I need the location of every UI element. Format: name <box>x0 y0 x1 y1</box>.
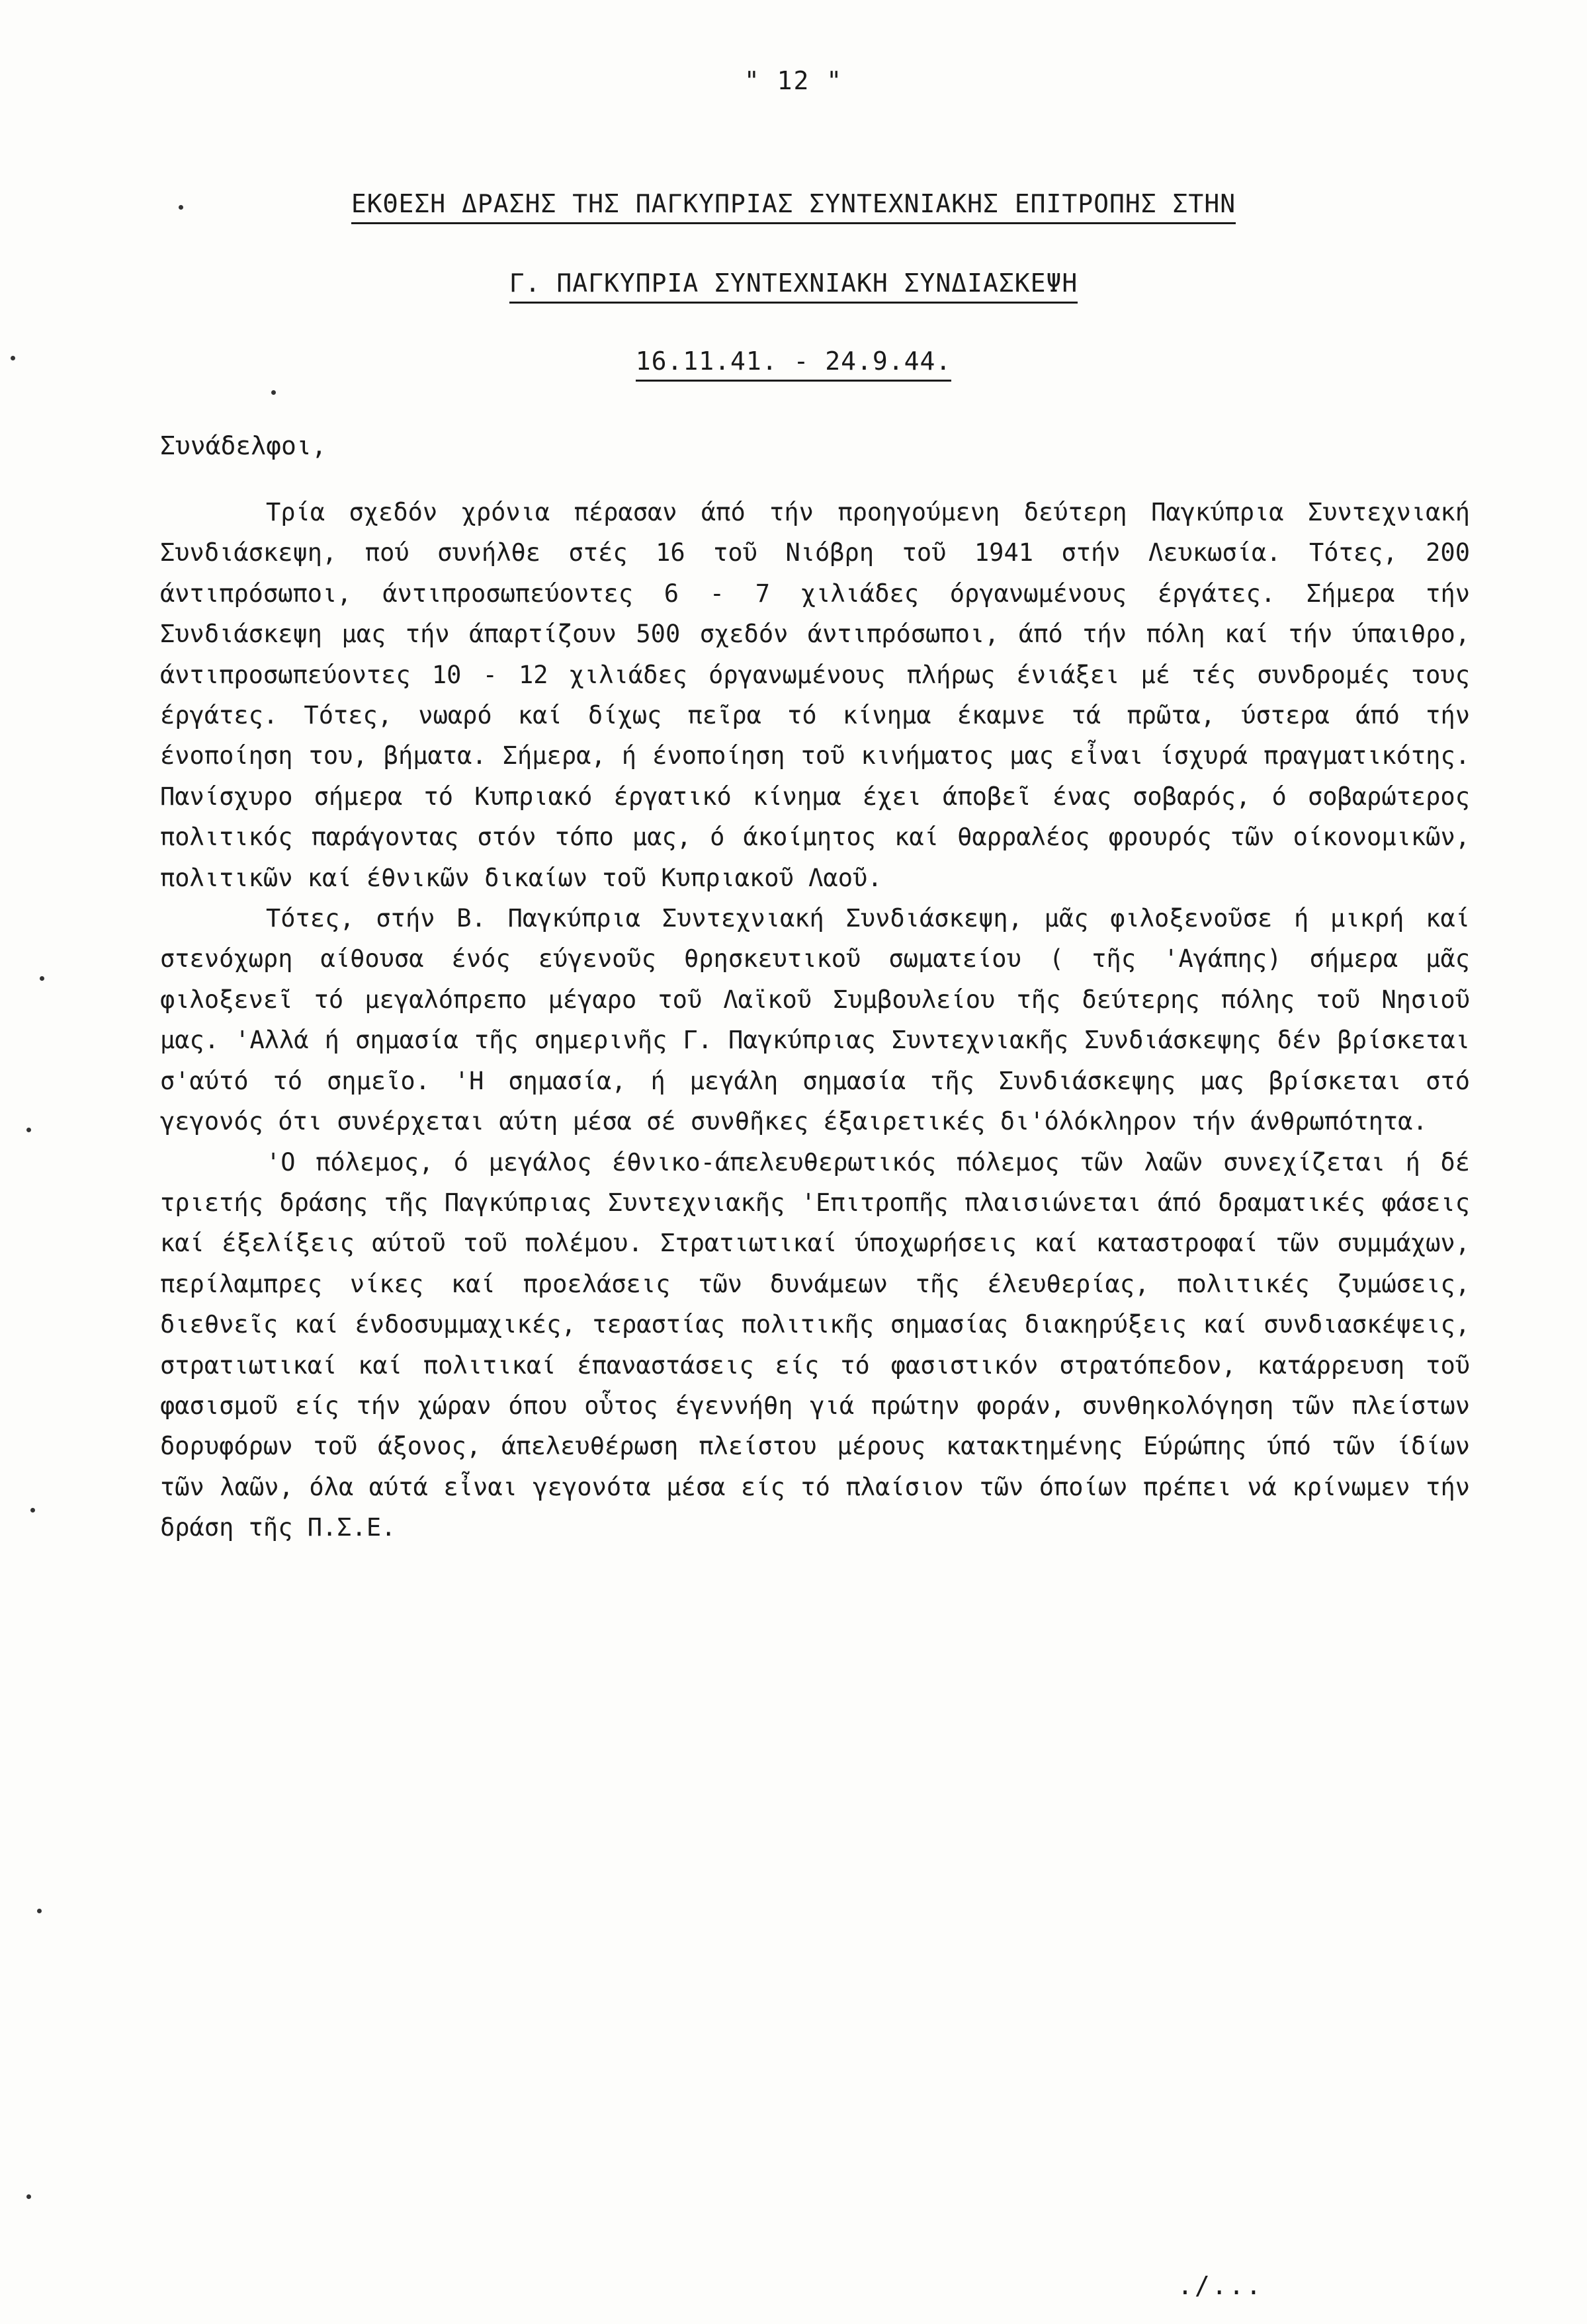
salutation: Συνάδελφοι, <box>160 431 327 460</box>
scan-speck <box>179 205 183 210</box>
scan-speck <box>26 2194 31 2199</box>
paragraph-2: Τότες, στήν Β. Παγκύπρια Συντεχνιακή Συνδιάσκεψη, μᾶς φιλοξενοῦσε ή μικρή καί στενόχωρη αίθουσα ένός εύγενοῦς θρησκευτικοῦ σωματείου ( τῆς 'Αγάπης) σήμερα μᾶς φιλοξενεῖ τό μεγαλόπρεπο μέγαρο τοῦ Λαϊκοῦ Συμβουλείου τῆς δεύτερης πόλης τοῦ Νησιοῦ μας. 'Αλλά ή σημασία τῆς σημερινῆς Γ. Παγκύπριας Συντεχνιακῆς Συνδιάσκεψης δέν βρίσκεται σ'αύτό τό σημεῖο. 'Η σημασία, ή μεγάλη σημασία τῆς Συνδιάσκεψης μας βρίσκεται στό γεγονός ότι συνέρχεται αύτη μέσα σέ συνθῆκες έξαιρετικές δι'όλόκληρον τήν άνθρωπότητα. <box>160 904 1470 1136</box>
scan-speck <box>271 390 276 395</box>
document-title-line-1 <box>0 189 1587 218</box>
scan-speck <box>40 976 44 981</box>
scan-speck <box>11 356 15 360</box>
body-text <box>160 492 1470 1548</box>
scan-speck <box>26 1128 31 1132</box>
page-number: " 12 " <box>744 66 843 95</box>
document-date-range <box>0 347 1587 376</box>
paragraph-3: 'Ο πόλεμος, ό μεγάλος έθνικο-άπελευθερωτικός πόλεμος τῶν λαῶν συνεχίζεται ή δέ τριετής δράσης τῆς Παγκύπριας Συντεχνιακῆς 'Επιτροπῆς πλαισιώνεται άπό δραματικές φάσεις καί έξελίξεις αύτοῦ τοῦ πολέμου. Στρατιωτικαί ύποχωρήσεις καί καταστροφαί τῶν συμμάχων, περίλαμπρες νίκες καί προελάσεις τῶν δυνάμεων τῆς έλευθερίας, πολιτικές ζυμώσεις, διεθνεῖς καί ένδοσυμμαχικές, τεραστίας πολιτικῆς σημασίας διακηρύξεις καί συνδιασκέψεις, στρατιωτικαί καί πολιτικαί έπαναστάσεις είς τό φασιστικόν στρατόπεδον, κατάρρευση τοῦ φασισμοῦ είς τήν χώραν όπου οὗτος έγεννήθη γιά πρώτην φοράν, συνθηκολόγηση τῶν πλείστων δορυφόρων τοῦ άξονος, άπελευθέρωση πλείστου μέρους κατακτημένης Εύρώπης ύπό τῶν ίδίων τῶν λαῶν, όλα αύτά εἶναι γεγονότα μέσα είς τό πλαίσιον τῶν όποίων πρέπει νά κρίνωμεν τήν δράση τῆς Π.Σ.Ε. <box>160 1147 1470 1542</box>
continuation-mark: ./... <box>1178 2271 1264 2300</box>
scan-speck <box>37 1909 42 1913</box>
title-text-1: ΕΚΘΕΣΗ ΔΡΑΣΗΣ ΤΗΣ ΠΑΓΚΥΠΡΙΑΣ ΣΥΝΤΕΧΝΙΑΚΗΣ ΕΠΙΤΡΟΠΗΣ ΣΤΗΝ <box>351 189 1236 224</box>
title-text-2: Γ. ΠΑΓΚΥΠΡΙΑ ΣΥΝΤΕΧΝΙΑΚΗ ΣΥΝΔΙΑΣΚΕΨΗ <box>509 269 1078 304</box>
paragraph-1: Τρία σχεδόν χρόνια πέρασαν άπό τήν προηγούμενη δεύτερη Παγκύπρια Συντεχνιακή Συνδιάσκεψη, πού συνήλθε στές 16 τοῦ Νιόβρη τοῦ 1941 στήν Λευκωσία. Τότες, 200 άντιπρόσωποι, άντιπροσωπεύοντες 6 - 7 χιλιάδες όργανωμένους έργάτες. Σήμερα τήν Συνδιάσκεψη μας τήν άπαρτίζουν 500 σχεδόν άντιπρόσωποι, άπό τήν πόλη καί τήν ύπαιθρο, άντιπροσωπεύοντες 10 - 12 χιλιάδες όργανωμένους πλήρως ένιάξει μέ τές συνδρομές τους έργάτες. Τότες, νωαρό καί δίχως πεῖρα τό κίνημα έκαμνε τά πρῶτα, ύστερα άπό τήν ένοποίηση του, βήματα. Σήμερα, ή ένοποίηση τοῦ κινήματος μας εἶναι ίσχυρά πραγματικότης. Πανίσχυρο σήμερα τό Κυπριακό έργατικό κίνημα έχει άποβεῖ ένας σοβαρός, ό σοβαρώτερος πολιτικός παράγοντας στόν τόπο μας, ό άκοίμητος καί θαρραλέος φρουρός τῶν οίκονομικῶν, πολιτικῶν καί έθνικῶν δικαίων τοῦ Κυπριακοῦ Λαοῦ. <box>160 498 1470 892</box>
document-title-line-2 <box>0 269 1587 298</box>
date-range-text: 16.11.41. - 24.9.44. <box>636 347 952 382</box>
scan-speck <box>30 1508 35 1513</box>
